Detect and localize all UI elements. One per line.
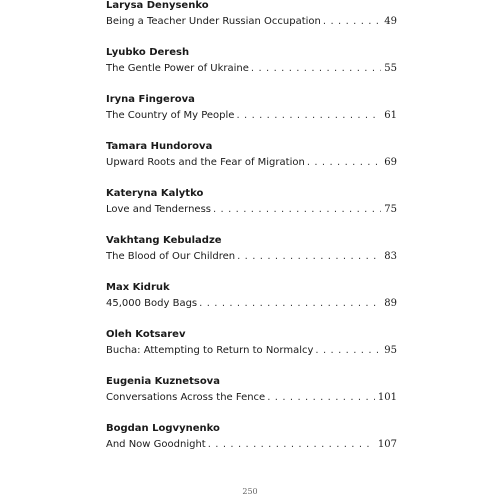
toc-title: Upward Roots and the Fear of Migration [106,157,305,168]
toc-entry [106,94,397,141]
dot-leader [307,156,381,169]
toc-page-number: 49 [381,15,397,28]
toc-entry [106,282,397,329]
toc-page-number: 75 [381,203,397,216]
toc-entry [106,235,397,282]
toc-title: And Now Goodnight [106,439,206,450]
toc-title: The Blood of Our Children [106,251,236,262]
toc-entry [106,376,397,423]
toc-author: Vakhtang Kebuladze [106,235,222,246]
toc-entry [106,0,397,47]
toc-page-number: 101 [375,391,397,404]
toc-page-number: 107 [375,438,397,451]
toc-page-number: 95 [381,344,397,357]
toc-title: The Gentle Power of Ukraine [106,63,249,74]
dot-leader [213,203,381,216]
toc-author: Max Kidruk [106,282,170,293]
toc-author: Tamara Hundorova [106,141,213,152]
toc-author: Bogdan Logvynenko [106,423,220,434]
dot-leader [237,250,381,263]
toc-title: Bucha: Attempting to Return to Normalcy [106,345,314,356]
dot-leader [199,297,381,310]
toc-line [106,438,397,451]
toc-entry [106,47,397,94]
toc-author: Iryna Fingerova [106,94,195,105]
toc-entry [106,329,397,376]
toc-author: Oleh Kotsarev [106,329,186,340]
toc-title: Love and Tenderness [106,204,211,215]
toc-title: Conversations Across the Fence [106,392,266,403]
toc-title: The Country of My People [106,110,235,121]
toc-page-number: 61 [381,109,397,122]
toc-line [106,156,397,169]
toc-line [106,391,397,404]
toc-line [106,203,397,216]
dot-leader [251,62,381,75]
toc-author: Lyubko Deresh [106,47,190,58]
toc-author: Eugenia Kuznetsova [106,376,220,387]
dot-leader [323,15,381,28]
toc-page-number: 55 [381,62,397,75]
toc-page-number: 89 [381,297,397,310]
toc-title: Being a Teacher Under Russian Occupation [106,16,321,27]
toc-page-number: 69 [381,156,397,169]
page-number-footer: 250 [242,487,258,496]
toc-entry [106,141,397,188]
toc-entry [106,188,397,235]
toc-line [106,15,397,28]
dot-leader [315,344,381,357]
toc-line [106,344,397,357]
dot-leader [267,391,375,404]
toc-author: Larysa Denysenko [106,0,209,11]
toc-line [106,250,397,263]
toc-title: 45,000 Body Bags [106,298,198,309]
toc-author: Kateryna Kalytko [106,188,204,199]
table-of-contents [106,0,397,470]
dot-leader [236,109,381,122]
toc-line [106,109,397,122]
toc-line [106,62,397,75]
toc-line [106,297,397,310]
toc-page-number: 83 [381,250,397,263]
dot-leader [208,438,375,451]
toc-entry [106,423,397,470]
